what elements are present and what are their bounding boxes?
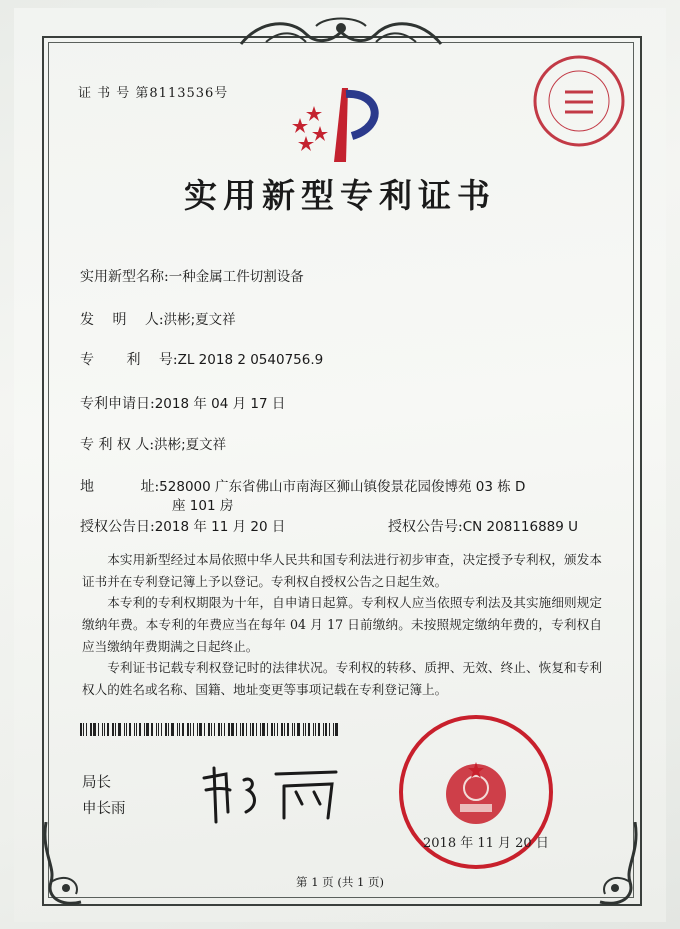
barcode-bar <box>236 723 237 736</box>
field-label: 实用新型名称: <box>80 269 169 285</box>
field-label: 发 明 人: <box>80 312 164 328</box>
barcode-bar <box>80 723 82 736</box>
barcode-bar <box>112 723 114 736</box>
barcode-bar <box>193 723 194 736</box>
field-value: 2018 年 11 月 20 日 <box>154 519 286 535</box>
barcode-bar <box>246 723 247 736</box>
barcode-bar <box>93 723 96 736</box>
barcode-bar <box>218 723 220 736</box>
barcode-bar <box>168 723 169 736</box>
barcode-bar <box>292 723 293 736</box>
barcode-bar <box>277 723 278 736</box>
tax-stamp-seal <box>530 52 628 150</box>
paragraph-grant-decision: 本实用新型经过本局依照中华人民共和国专利法进行初步审查，决定授予专利权，颁发本证书并在专利登记簿上予以登记。专利权自授权公告之日起生效。 <box>82 552 602 589</box>
paragraph-legal-status: 专利证书记载专利权登记时的法律状况。专利权的转移、质押、无效、终止、恢复和专利权人的姓名或名称、国籍、地址变更等事项记载在专利登记簿上。 <box>82 660 602 697</box>
barcode-bar <box>308 723 310 736</box>
barcode-bar <box>323 723 324 736</box>
barcode-bar <box>208 723 210 736</box>
barcode-bar <box>146 723 149 736</box>
field-address-line2 <box>172 495 233 517</box>
barcode-bar <box>129 723 131 736</box>
barcode-bar <box>284 723 285 736</box>
barcode-bar <box>197 723 198 736</box>
director-name: 申长雨 <box>82 801 126 817</box>
barcode-bar <box>250 723 251 736</box>
barcode-bar <box>242 723 244 736</box>
barcode <box>80 723 342 736</box>
barcode-bar <box>313 723 314 736</box>
barcode-bar <box>124 723 125 736</box>
barcode-bar <box>256 723 257 736</box>
seal-date: 2018 年 11 月 20 日 <box>423 836 549 851</box>
barcode-bar <box>303 723 304 736</box>
barcode-bar <box>199 723 202 736</box>
patent-office-logo <box>290 84 390 164</box>
field-label: 专 利 权 人: <box>80 437 155 453</box>
barcode-bar <box>115 723 116 736</box>
barcode-bar <box>139 723 141 736</box>
barcode-bar <box>231 723 234 736</box>
barcode-bar <box>262 723 265 736</box>
barcode-bar <box>136 723 137 736</box>
barcode-bar <box>228 723 230 736</box>
barcode-bar <box>274 723 275 736</box>
top-ornament <box>236 14 446 54</box>
barcode-bar <box>98 723 99 736</box>
bottom-right-ornament <box>575 822 645 912</box>
barcode-bar <box>325 723 327 736</box>
barcode-bar <box>271 723 273 736</box>
barcode-bar <box>144 723 145 736</box>
barcode-bar <box>252 723 254 736</box>
barcode-bar <box>260 723 261 736</box>
field-grant-date <box>80 516 285 538</box>
barcode-bar <box>335 723 338 736</box>
field-label: 专利申请日: <box>80 396 155 412</box>
barcode-bar <box>107 723 109 736</box>
barcode-bar <box>281 723 283 736</box>
barcode-bar <box>287 723 289 736</box>
field-inventor <box>80 309 236 331</box>
certificate-title: 实用新型专利证书 <box>184 176 496 215</box>
barcode-bar <box>102 723 103 736</box>
barcode-bar <box>333 723 334 736</box>
director-signature <box>196 760 346 830</box>
barcode-bar <box>179 723 180 736</box>
field-value: 一种金属工件切割设备 <box>168 269 304 285</box>
barcode-bar <box>318 723 320 736</box>
director-title: 局长 <box>82 775 111 791</box>
field-label: 地 址: <box>80 479 160 495</box>
barcode-bar <box>104 723 105 736</box>
field-value: 528000 广东省佛山市南海区狮山镇俊景花园俊博苑 03 栋 D <box>159 479 526 495</box>
field-address <box>80 476 525 498</box>
field-value: CN 208116889 U <box>462 519 579 535</box>
barcode-bar <box>134 723 135 736</box>
barcode-bar <box>83 723 84 736</box>
field-utility-model-name <box>80 266 304 288</box>
barcode-bar <box>294 723 295 736</box>
barcode-bar <box>118 723 121 736</box>
barcode-bar <box>224 723 225 736</box>
field-value: 座 101 房 <box>172 498 234 514</box>
page-number: 第 1 页 (共 1 页) <box>296 875 384 889</box>
paragraph-term-fees: 本专利的专利权期限为十年，自申请日起算。专利权人应当依照专利法及其实施细则规定缴纳年费。本专利的年费应当在每年 04 月 17 日前缴纳。未按照规定缴纳年费的，专利权自应当缴纳年费期满之日起终止。 <box>82 595 602 654</box>
field-value: 洪彬;夏文祥 <box>154 437 227 453</box>
field-label: 授权公告日: <box>80 519 155 535</box>
barcode-bar <box>151 723 153 736</box>
barcode-bar <box>211 723 212 736</box>
barcode-bar <box>214 723 215 736</box>
barcode-bar <box>161 723 162 736</box>
barcode-bar <box>305 723 306 736</box>
barcode-bar <box>329 723 330 736</box>
barcode-bar <box>158 723 159 736</box>
field-grant-number <box>388 516 578 538</box>
barcode-bar <box>126 723 127 736</box>
barcode-bar <box>86 723 87 736</box>
barcode-bar <box>165 723 167 736</box>
barcode-bar <box>315 723 316 736</box>
barcode-bar <box>156 723 157 736</box>
barcode-bar <box>90 723 92 736</box>
barcode-bar <box>182 723 184 736</box>
field-label: 授权公告号: <box>388 519 463 535</box>
field-value: 洪彬;夏文祥 <box>163 312 236 328</box>
barcode-bar <box>297 723 300 736</box>
bottom-left-ornament <box>36 822 106 912</box>
barcode-bar <box>177 723 178 736</box>
field-patentee <box>80 434 226 456</box>
field-patent-number <box>80 349 323 371</box>
barcode-bar <box>267 723 268 736</box>
barcode-bar <box>190 723 191 736</box>
barcode-bar <box>187 723 189 736</box>
barcode-bar <box>221 723 222 736</box>
field-value: 2018 年 04 月 17 日 <box>154 396 286 412</box>
certificate-number: 证 书 号 第8113536号 <box>78 86 229 101</box>
field-value: ZL 2018 2 0540756.9 <box>177 352 324 368</box>
barcode-bar <box>171 723 174 736</box>
barcode-bar <box>240 723 241 736</box>
barcode-bar <box>204 723 205 736</box>
field-filing-date <box>80 393 285 415</box>
field-label: 专 利 号: <box>80 352 178 368</box>
